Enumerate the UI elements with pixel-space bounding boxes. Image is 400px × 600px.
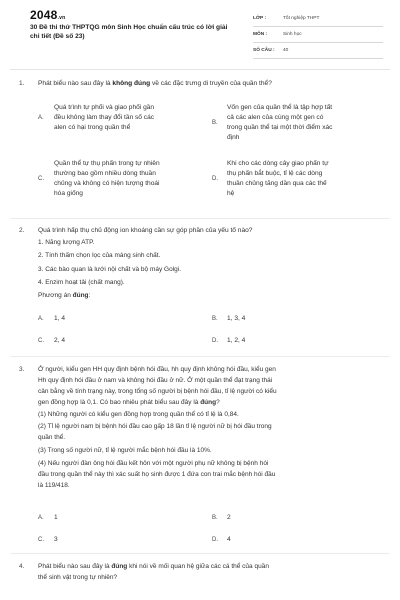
- meta-value: Sinh học: [283, 32, 302, 37]
- question-stem: Quá trình hấp thụ chủ động ion khoáng cần sự góp phần của yếu tố nào?: [38, 227, 253, 234]
- stem-text: về các đặc trưng di truyền của quần thể?: [150, 80, 272, 87]
- meta-row-count: [253, 46, 383, 59]
- option-line: Khi cho các dòng cây giao phấn tự: [227, 160, 329, 167]
- statement: (3) Trong số người nữ, tỉ lệ người mắc bệnh hói đầu là 10%.: [38, 447, 212, 454]
- page-header: [0, 0, 400, 66]
- question-stem: [38, 79, 383, 89]
- stem-emphasis: không đúng: [112, 80, 151, 87]
- question-divider: [10, 356, 390, 357]
- stem-line: [38, 562, 383, 572]
- meta-value: 40: [283, 48, 289, 53]
- option-letter: D.: [212, 537, 218, 543]
- prompt-text: Phương án: [38, 292, 73, 299]
- option-line: hóa giống: [54, 190, 83, 197]
- option-letter: B.: [212, 515, 218, 521]
- prompt-emphasis: đúng: [72, 292, 89, 299]
- stem-line: thể sinh vật trong tự nhiên?: [38, 574, 118, 581]
- option-letter: D.: [212, 176, 218, 182]
- meta-key: SỐ CÂU :: [253, 48, 275, 53]
- option-letter: B.: [212, 120, 218, 126]
- logo-suffix: .vn: [57, 15, 66, 21]
- question-divider: [10, 553, 390, 554]
- meta-key: MÔN :: [253, 32, 268, 37]
- stem-line: cân bằng về tính trạng này, trong tổng số người bị bệnh hói đầu, tỉ lệ người có kiểu: [38, 388, 277, 395]
- stem-emphasis: đúng: [200, 399, 217, 406]
- option-letter: A.: [38, 515, 44, 521]
- option-text: 1, 4: [54, 315, 65, 322]
- question-number: 2.: [19, 227, 25, 234]
- option-line: thường bao gồm nhiều dòng thuần: [54, 170, 156, 177]
- stem-text: Phát biểu nào sau đây là: [38, 563, 112, 570]
- option-line: định: [227, 134, 240, 141]
- list-item: 4. Enzim hoạt tải (chất mang).: [38, 279, 125, 286]
- stem-text: khi nói về mối quan hệ giữa các cá thể của quần: [127, 563, 269, 570]
- meta-row-class: [253, 14, 383, 27]
- stem-text: gen đồng hợp là 0,1. Có bao nhiêu phát biểu sau đây là: [38, 399, 201, 406]
- header-divider: [10, 69, 390, 70]
- meta-value: Tốt nghiệp THPT: [283, 16, 320, 21]
- option-text: 3: [54, 536, 58, 543]
- statement: quần thể.: [38, 434, 66, 441]
- option-letter: C.: [38, 176, 44, 182]
- option-line: alen có hại trong quần thể: [54, 124, 131, 131]
- prompt-text: :: [88, 292, 91, 299]
- option-line: hệ: [227, 190, 235, 197]
- option-letter: B.: [212, 316, 218, 322]
- stem-text: ?: [216, 399, 220, 406]
- stem-emphasis: đúng: [111, 563, 128, 570]
- list-item: 1. Năng lượng ATP.: [38, 239, 95, 246]
- option-text: 1, 2, 4: [227, 337, 246, 344]
- meta-key: LỚP :: [253, 16, 267, 21]
- stem-line: [38, 398, 383, 408]
- option-line: cả các alen của cùng một gen có: [227, 114, 324, 121]
- option-line: thụ phấn bắt buộc, tỉ lệ các dòng: [227, 170, 323, 177]
- option-letter: A.: [38, 316, 44, 322]
- statement: là 119/418.: [38, 482, 70, 489]
- meta-table: [253, 14, 383, 62]
- site-logo[interactable]: [30, 8, 65, 22]
- option-letter: C.: [38, 537, 44, 543]
- option-letter: D.: [212, 338, 218, 344]
- question-prompt: [38, 291, 383, 301]
- statement: đầu trong quần thể này thì xác suất họ sinh được 1 đứa con trai mắc bệnh hói đầu: [38, 471, 276, 478]
- option-line: Quần thể tự thụ phấn trong tự nhiên: [54, 160, 160, 167]
- option-text: 4: [227, 536, 231, 543]
- question-number: 1.: [19, 80, 25, 87]
- stem-text: Phát biểu nào sau đây là: [38, 80, 113, 87]
- option-text: 2: [227, 514, 231, 521]
- option-line: đều không làm thay đổi tần số các: [54, 114, 155, 121]
- logo-text: 2048: [30, 8, 58, 22]
- question-number: 3.: [19, 366, 25, 373]
- meta-row-subject: [253, 30, 383, 43]
- option-line: chủng và không có hiện tượng thoái: [54, 180, 160, 187]
- stem-line: Ở người, kiểu gen HH quy định bệnh hói đầu, hh quy định không hói đầu, kiểu gen: [38, 366, 276, 373]
- stem-line: Hh quy định hói đầu ở nam và không hói đầu ở nữ. Ở một quần thể đạt trạng thái: [38, 377, 273, 384]
- option-text: 1: [54, 514, 58, 521]
- option-line: thuần chủng tăng dần qua các thế: [227, 180, 327, 187]
- list-item: 3. Các bào quan là lưới nội chất và bộ máy Golgi.: [38, 266, 182, 273]
- list-item: 2. Tính thấm chọn lọc của màng sinh chất.: [38, 252, 161, 259]
- statement: (4) Nếu người đàn ông hói đầu kết hôn với một người phụ nữ không bị bệnh hói: [38, 460, 269, 467]
- option-line: trong quần thể tại một thời điểm xác: [227, 124, 333, 131]
- option-line: Quá trình tự phối và giao phối gần: [54, 104, 155, 111]
- option-letter: C.: [38, 338, 44, 344]
- question-number: 4.: [19, 563, 25, 570]
- question-divider: [10, 218, 390, 219]
- page-title: 30 Đề thi thử THPTQG môn Sinh Học chuẩn cấu trúc có lời giải chi tiết (Đề số 23): [30, 24, 228, 41]
- option-text: 2, 4: [54, 337, 65, 344]
- option-line: Vốn gen của quần thể là tập hợp tất: [227, 104, 333, 111]
- statement: (1) Những người có kiểu gen đồng hợp trong quần thể có tỉ lệ là 0,84.: [38, 411, 239, 418]
- option-letter: A.: [38, 115, 44, 121]
- option-text: 1, 3, 4: [227, 315, 246, 322]
- statement: (2) Tỉ lệ người nam bị bệnh hói đầu cao gấp 18 lần tỉ lệ người nữ bị hói đầu trong: [38, 423, 272, 430]
